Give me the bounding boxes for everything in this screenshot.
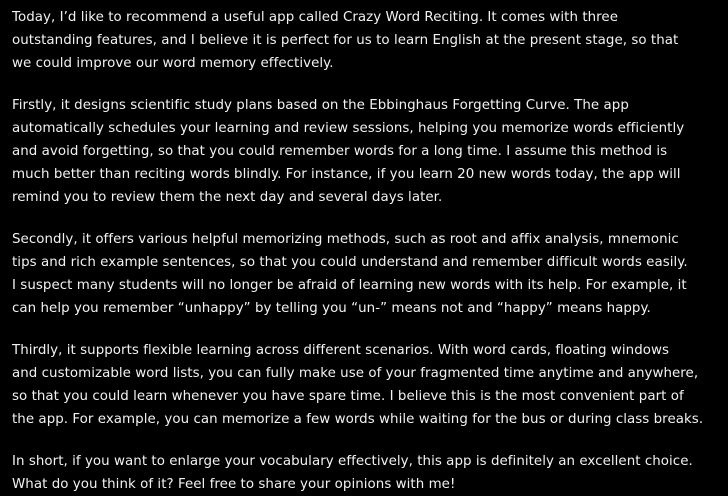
text-line: Thirdly, it supports flexible learning across different scenarios. With word cards, floating windows	[12, 343, 670, 358]
text-line: What do you think of it? Feel free to share your opinions with me!	[12, 477, 456, 492]
text-line: Firstly, it designs scientific study plans based on the Ebbinghaus Forgetting Curve. The app	[12, 98, 629, 113]
paragraph-gap	[12, 320, 718, 339]
paragraph-intro	[12, 6, 718, 75]
text-line: Secondly, it offers various helpful memorizing methods, such as root and affix analysis, mnemonic	[12, 232, 679, 247]
text-line: outstanding features, and I believe it is perfect for us to learn English at the present stage, so that	[12, 33, 679, 48]
paragraph-firstly	[12, 94, 718, 209]
text-line: In short, if you want to enlarge your vocabulary effectively, this app is definitely an excellent choice.	[12, 454, 693, 469]
paragraph-gap	[12, 75, 718, 94]
paragraph-thirdly	[12, 339, 718, 431]
text-line: so that you could learn whenever you have spare time. I believe this is the most convenient part of	[12, 389, 684, 404]
text-line: Today, I’d like to recommend a useful app called Crazy Word Reciting. It comes with three	[12, 10, 618, 25]
text-line: the app. For example, you can memorize a few words while waiting for the bus or during class breaks.	[12, 412, 704, 427]
text-line: much better than reciting words blindly. For instance, if you learn 20 new words today, the app will	[12, 167, 681, 182]
text-line: automatically schedules your learning and review sessions, helping you memorize words efficiently	[12, 121, 685, 136]
text-line: can help you remember “unhappy” by telling you “un-” means not and “happy” means happy.	[12, 301, 651, 316]
text-line: and customizable word lists, you can fully make use of your fragmented time anytime and anywhere,	[12, 366, 699, 381]
text-line: remind you to review them the next day and several days later.	[12, 190, 443, 205]
text-line: we could improve our word memory effectively.	[12, 56, 334, 71]
paragraph-gap	[12, 431, 718, 450]
text-line: tips and rich example sentences, so that you could understand and remember difficult words easily.	[12, 255, 688, 270]
text-line: and avoid forgetting, so that you could remember words for a long time. I assume this method is	[12, 144, 668, 159]
text-line: I suspect many students will no longer be afraid of learning new words with its help. For example, it	[12, 278, 687, 293]
paragraph-gap	[12, 209, 718, 228]
paragraph-conclusion	[12, 450, 718, 496]
paragraph-secondly	[12, 228, 718, 320]
